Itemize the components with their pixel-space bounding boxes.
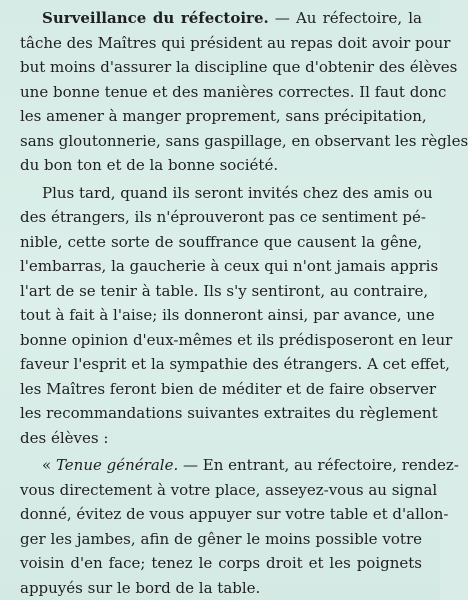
text-line: l'embarras, la gaucherie à ceux qui n'ont jamais appris <box>20 257 439 275</box>
text-line: des élèves : <box>20 428 109 447</box>
paragraph-later-invited <box>20 181 453 451</box>
text-line: du bon ton et de la bonne société. <box>20 156 279 174</box>
text-line: appuyés sur le bord de la table. <box>20 578 261 597</box>
section-heading: Surveillance du réfectoire. <box>42 9 269 27</box>
text-line: bonne opinion d'eux-mêmes et ils prédisposeront en leur <box>20 330 453 349</box>
text-line: tâche des Maîtres qui président au repas doit avoir pour <box>20 33 451 52</box>
text-line: donné, évitez de vous appuyer sur votre table et d'allon- <box>20 505 449 523</box>
text-line: sans gloutonnerie, sans gaspillage, en observant les règles <box>20 131 468 150</box>
text-line: une bonne tenue et des manières correctes. Il faut donc <box>20 82 447 101</box>
text-segment: — Au réfectoire, la <box>268 9 423 27</box>
text-line: but moins d'assurer la discipline que d'obtenir des élèves <box>20 58 458 76</box>
text-line: l'art de se tenir à table. Ils s'y sentiront, au contraire, <box>20 281 429 300</box>
text-line: les Maîtres feront bien de méditer et de faire observer <box>20 379 437 398</box>
text-line: nible, cette sorte de souffrance que causent la gêne, <box>20 232 422 251</box>
text-line: faveur l'esprit et la sympathie des étrangers. A cet effet, <box>20 355 450 373</box>
text-line <box>20 6 422 31</box>
text-line: Plus tard, quand ils seront invités chez des amis ou <box>42 183 433 202</box>
text-line: les amener à manger proprement, sans précipitation, <box>20 107 427 125</box>
text-line: tout à fait à l'aise; ils donneront ainsi, par avance, une <box>20 306 435 324</box>
text-segment: — En entrant, au réfectoire, rendez- <box>178 456 459 474</box>
text-line: les recommandations suivantes extraites du règlement <box>20 404 438 422</box>
subsection-heading: Tenue générale. <box>55 456 179 474</box>
text-line: des étrangers, ils n'éprouveront pas ce sentiment pé- <box>20 208 426 226</box>
paragraph-general-conduct <box>20 453 459 600</box>
text-line: ger les jambes, afin de gêner le moins possible votre <box>20 529 422 548</box>
paragraph-refectory-supervision <box>20 6 468 178</box>
text-line: vous directement à votre place, asseyez-vous au signal <box>20 480 438 499</box>
text-segment: « <box>42 456 56 474</box>
text-line <box>20 453 459 478</box>
text-line: voisin d'en face; tenez le corps droit et les poignets <box>20 554 422 572</box>
